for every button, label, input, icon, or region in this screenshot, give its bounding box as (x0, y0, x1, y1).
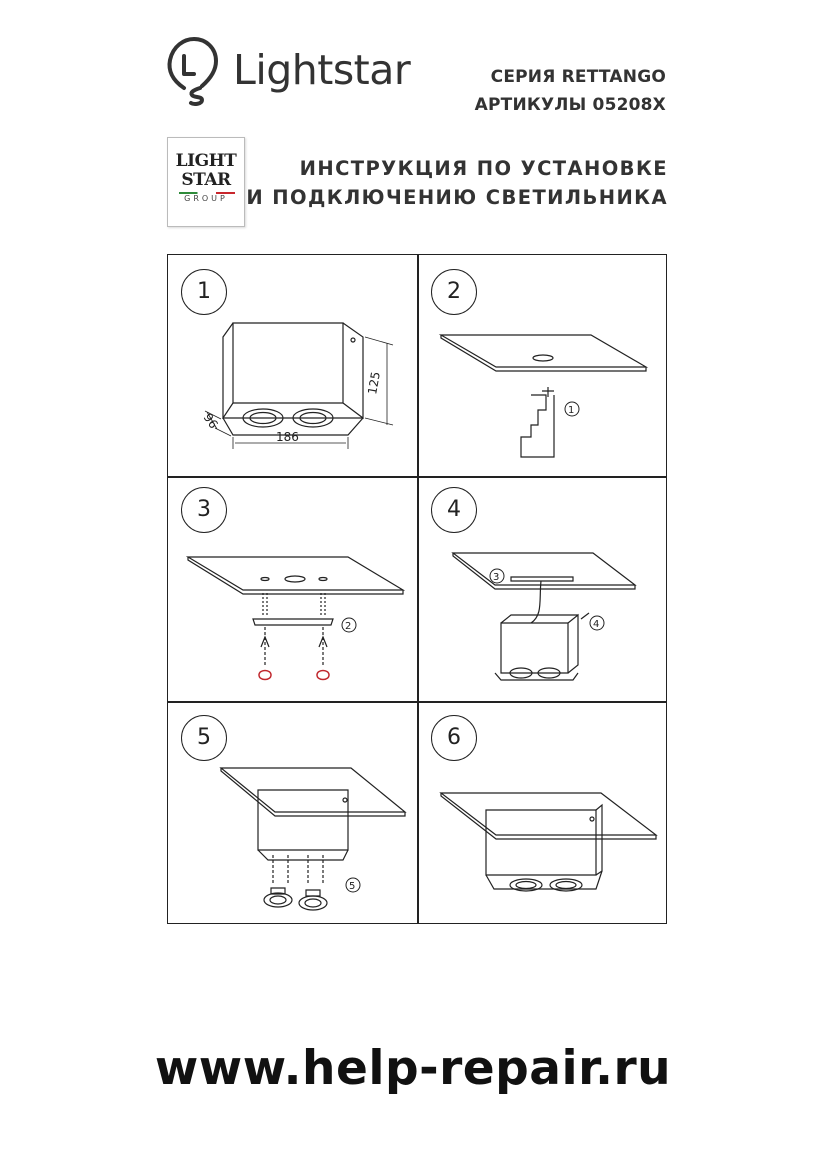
title-line-2: И ПОДКЛЮЧЕНИЮ СВЕТИЛЬНИКА (246, 186, 668, 209)
dim-depth-label: 96 (200, 410, 221, 432)
instruction-title (246, 154, 668, 212)
step4-callout-3: 3 (493, 572, 500, 583)
dim-width-label: 186 (276, 430, 299, 444)
footer-website: www.help-repair.ru (154, 1041, 672, 1096)
step5-lamps-drawing (213, 760, 413, 920)
step-number-6: 6 (431, 715, 477, 761)
step4-wiring-drawing (443, 545, 663, 695)
step2-ceiling-drill-drawing (436, 325, 661, 470)
lightbulb-logo-icon (164, 36, 224, 108)
step4-callout-4: 4 (593, 619, 600, 630)
step-number-3: 3 (181, 487, 227, 533)
brand-name: Lightstar (233, 46, 411, 94)
step5-callout: 5 (349, 881, 356, 892)
step3-bracket-drawing (183, 545, 413, 695)
title-line-1: ИНСТРУКЦИЯ ПО УСТАНОВКЕ (299, 157, 668, 180)
grid-divider-vertical (417, 255, 419, 923)
step1-dimensions-drawing (193, 315, 408, 455)
step6-installed-drawing (436, 785, 661, 905)
series-info (475, 63, 666, 119)
dim-height-label: 125 (365, 370, 383, 396)
badge-line-1: LIGHT (175, 151, 237, 171)
step-number-5: 5 (181, 715, 227, 761)
lightstar-group-badge (167, 137, 245, 227)
step2-callout: 1 (568, 405, 575, 416)
series-line: СЕРИЯ RETTANGO (490, 67, 666, 87)
badge-line-3: GROUP (184, 194, 228, 203)
step-number-4: 4 (431, 487, 477, 533)
badge-line-2: STAR (181, 170, 231, 190)
step-number-2: 2 (431, 269, 477, 315)
grid-divider-row-2 (168, 701, 666, 703)
article-line: АРТИКУЛЫ 05208X (474, 95, 666, 115)
step-number-1: 1 (181, 269, 227, 315)
grid-divider-row-1 (168, 476, 666, 478)
steps-grid (167, 254, 667, 924)
step3-callout: 2 (345, 621, 352, 632)
